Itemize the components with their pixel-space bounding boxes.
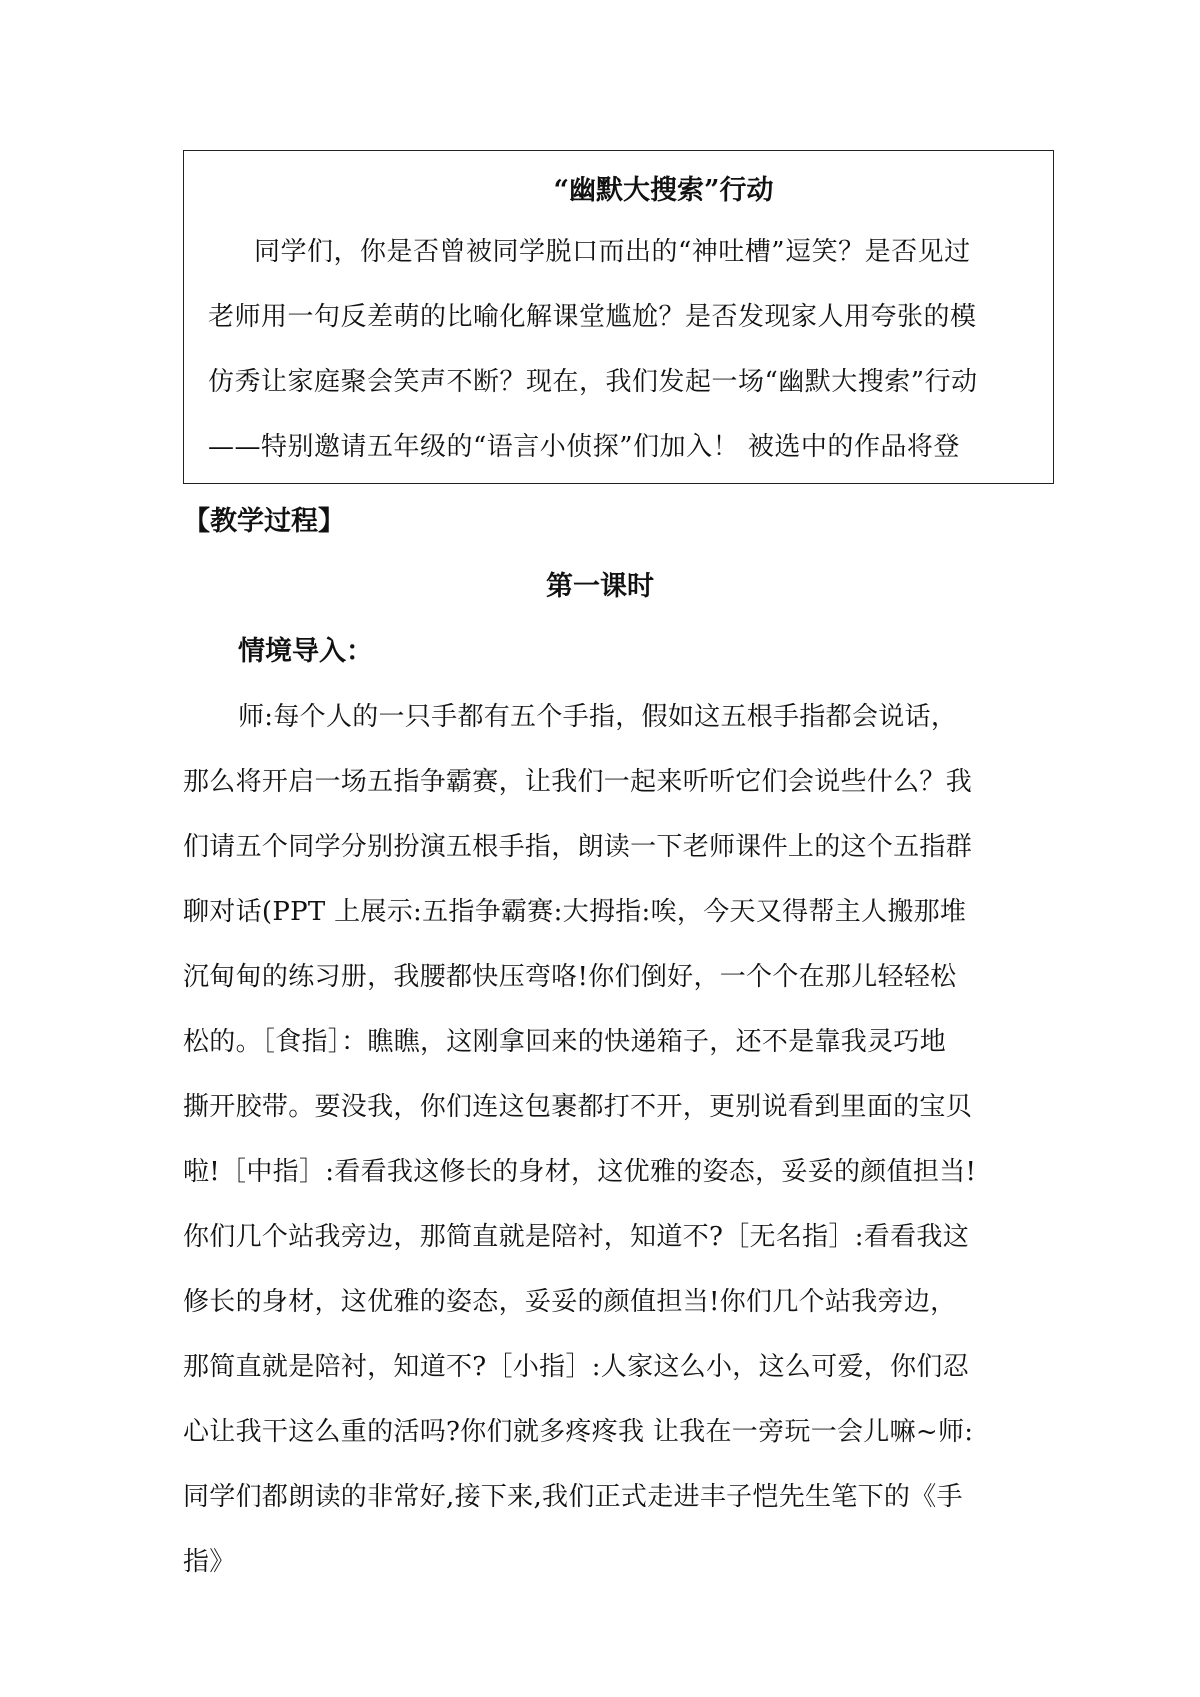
body-line: 师:每个人的一只手都有五个手指，假如这五根手指都会说话， xyxy=(238,702,958,732)
notice-line: 仿秀让家庭聚会笑声不断？现在，我们发起一场“幽默大搜索”行动 xyxy=(208,367,978,397)
notice-title: “幽默大搜索”行动 xyxy=(553,175,774,206)
notice-line: 同学们，你是否曾被同学脱口而出的“神吐槽”逗笑？是否见过 xyxy=(254,237,971,267)
body-line: 你们几个站我旁边，那简直就是陪衬，知道不?［无名指］:看看我这 xyxy=(183,1222,969,1252)
body-line: 啦!［中指］:看看我这修长的身材，这优雅的姿态，妥妥的颜值担当! xyxy=(183,1157,977,1187)
body-line: 聊对话(PPT 上展示:五指争霸赛:大拇指:唉，今天又得帮主人搬那堆 xyxy=(183,897,967,927)
body-line: 沉甸甸的练习册，我腰都快压弯咯!你们倒好，一个个在那儿轻轻松 xyxy=(183,962,957,992)
body-line: 同学们都朗读的非常好,接下来,我们正式走进丰子恺先生笔下的《手 xyxy=(183,1482,963,1512)
notice-line: ——特别邀请五年级的“语言小侦探”们加入！ 被选中的作品将登 xyxy=(208,432,960,462)
body-line: 们请五个同学分别扮演五根手指，朗读一下老师课件上的这个五指群 xyxy=(183,832,973,862)
activity-notice-box xyxy=(183,150,1054,484)
body-line: 那简直就是陪衬，知道不?［小指］:人家这么小，这么可爱，你们忍 xyxy=(183,1352,969,1382)
lesson-title: 第一课时 xyxy=(546,571,654,602)
body-line: 那么将开启一场五指争霸赛，让我们一起来听听它们会说些什么？我 xyxy=(183,767,973,797)
body-line: 指》 xyxy=(183,1547,236,1577)
body-line: 撕开胶带。要没我，你们连这包裹都打不开，更别说看到里面的宝贝 xyxy=(183,1092,973,1122)
body-line: 修长的身材，这优雅的姿态，妥妥的颜值担当!你们几个站我旁边， xyxy=(183,1287,957,1317)
notice-line: 老师用一句反差萌的比喻化解课堂尴尬？是否发现家人用夸张的模 xyxy=(208,302,977,332)
intro-heading: 情境导入： xyxy=(238,636,373,667)
body-line: 松的。［食指］：瞧瞧，这刚拿回来的快递箱子，还不是靠我灵巧地 xyxy=(183,1027,947,1057)
section-heading: 【教学过程】 xyxy=(183,506,345,537)
body-line: 心让我干这么重的活吗?你们就多疼疼我 让我在一旁玩一会儿嘛~师: xyxy=(183,1417,974,1447)
